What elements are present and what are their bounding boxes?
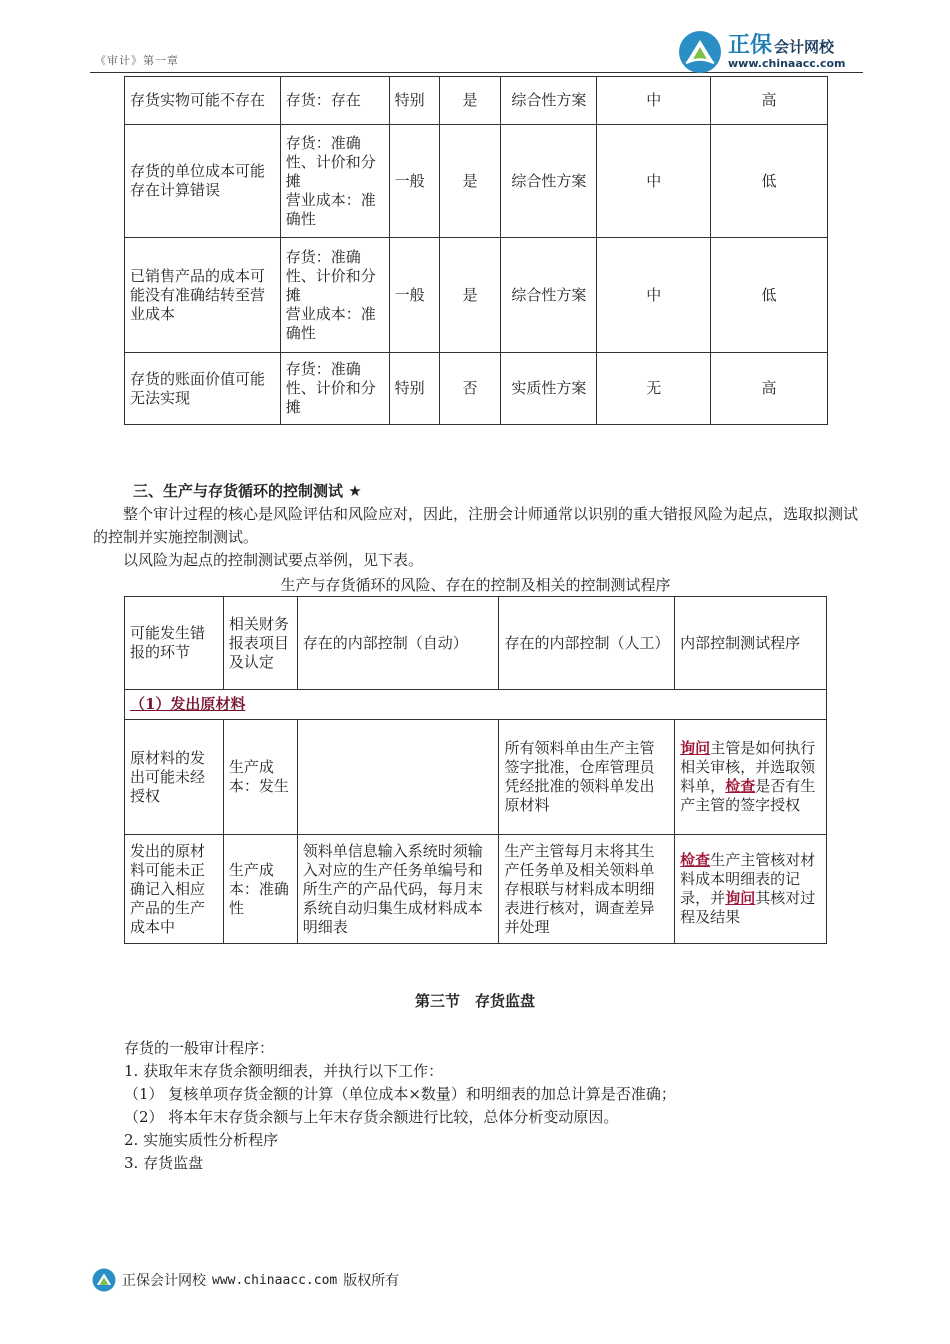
procedure-step-3: 3. 存货监盘: [124, 1154, 204, 1172]
subheading-issue-materials: （1）发出原材料: [130, 695, 246, 713]
risk-assessment-table: [124, 76, 828, 425]
table-cell: 存货的账面价值可能无法实现: [125, 353, 281, 425]
control-test-table: [124, 596, 827, 944]
keyword-inquire: 询问: [725, 889, 756, 907]
table-cell: 高: [711, 353, 828, 425]
header-course-label: 《审计》第一章: [95, 54, 179, 67]
table-cell: 综合性方案: [501, 125, 597, 238]
procedure-step-1: 1. 获取年末存货余额明细表，并执行以下工作：: [124, 1062, 444, 1080]
table-cell: 已销售产品的成本可能没有准确结转至营业成本: [125, 238, 281, 353]
procedure-step-2: 2. 实施实质性分析程序: [124, 1131, 279, 1149]
table-cell: 生产成本：发生: [223, 720, 297, 835]
table-cell: 实质性方案: [501, 353, 597, 425]
procedure-text: 生产主管核对材料成本明细表的记录，并: [680, 851, 816, 907]
table-row: [125, 77, 828, 125]
table-cell: 无: [597, 353, 711, 425]
footer-brand: 正保会计网校: [122, 1273, 206, 1289]
header-cell: 存在的内部控制（自动）: [297, 597, 499, 690]
table-cell: 存货的单位成本可能存在计算错误: [125, 125, 281, 238]
procedure-text: 是否有生产主管的签字授权: [680, 777, 816, 814]
chapter-title: 第三节 存货监盘: [414, 992, 535, 1010]
table-cell: 中: [597, 125, 711, 238]
procedure-text: 其核对过程及结果: [680, 889, 816, 926]
table-cell: 存货：准确性、计价和分摊: [280, 353, 389, 425]
brand-name: 正保: [728, 32, 773, 58]
table-cell-procedure: [675, 720, 827, 835]
table-cell: 低: [711, 125, 828, 238]
table-cell: 存货：准确性、计价和分摊 营业成本：准确性: [280, 125, 389, 238]
table-cell: 一般: [389, 238, 439, 353]
page-footer: [92, 1268, 405, 1292]
table-cell: 领料单信息输入系统时须输入对应的生产任务单编号和所生产的产品代码，每月末系统自动归集生成材料成本明细表: [297, 835, 499, 944]
procedure-step-1b: （2） 将本年末存货余额与上年末存货余额进行比较，总体分析变动原因。: [124, 1108, 619, 1126]
paragraph-table-lead: 以风险为起点的控制测试要点举例，见下表。: [123, 551, 424, 569]
keyword-inquire: 询问: [680, 739, 711, 757]
table-cell: 中: [597, 238, 711, 353]
table-cell: 高: [711, 77, 828, 125]
table-row: [125, 720, 827, 835]
table-cell: 否: [439, 353, 501, 425]
footer-url: www.chinaacc.com: [212, 1272, 338, 1288]
table-cell: 是: [439, 238, 501, 353]
table-cell: 存货：准确性、计价和分摊 营业成本：准确性: [280, 238, 389, 353]
header-cell: 内部控制测试程序: [675, 597, 827, 690]
table-caption: 生产与存货循环的风险、存在的控制及相关的控制测试程序: [280, 576, 671, 594]
table-cell: 存货：存在: [280, 77, 389, 125]
table-cell: 综合性方案: [501, 77, 597, 125]
table-cell: 生产成本：准确性: [223, 835, 297, 944]
section-title-control-test: 三、生产与存货循环的控制测试 ★: [133, 482, 362, 500]
table-cell: 生产主管每月末将其生产任务单及相关领料单存根联与材料成本明细表进行核对，调查差异并处理: [499, 835, 675, 944]
table-cell: 发出的原材料可能未正确记入相应产品的生产成本中: [125, 835, 224, 944]
table-row: [125, 835, 827, 944]
table-cell-procedure: [675, 835, 827, 944]
table-cell: 特别: [389, 77, 439, 125]
keyword-inspect: 检查: [680, 851, 711, 869]
table-row: [125, 125, 828, 238]
table-cell: 一般: [389, 125, 439, 238]
table-cell: 特别: [389, 353, 439, 425]
table-header-row: [125, 597, 827, 690]
table-cell: 原材料的发出可能未经授权: [125, 720, 224, 835]
table-row: [125, 353, 828, 425]
procedure-intro: 存货的一般审计程序：: [124, 1039, 275, 1057]
keyword-inspect: 检查: [725, 777, 756, 795]
table-cell: 中: [597, 77, 711, 125]
table-cell: [297, 720, 499, 835]
brand-logo: [678, 30, 846, 74]
header-cell: 可能发生错报的环节: [125, 597, 224, 690]
footer-rights: 版权所有: [343, 1273, 400, 1289]
paragraph-intro: 整个审计过程的核心是风险评估和风险应对，因此，注册会计师通常以识别的重大错报风险为起点，选取拟测试的控制并实施控制测试。: [93, 505, 859, 546]
brand-sub: 会计网校: [774, 37, 835, 56]
header-cell: 存在的内部控制（人工）: [499, 597, 675, 690]
table-cell: 存货实物可能不存在: [125, 77, 281, 125]
table-cell: 综合性方案: [501, 238, 597, 353]
table-row: [125, 238, 828, 353]
logo-mark-icon: [678, 30, 722, 74]
footer-logo-icon: [92, 1268, 116, 1292]
brand-url: www.chinaacc.com: [728, 57, 846, 71]
table-subheading-row: [125, 690, 827, 720]
table-cell: 是: [439, 77, 501, 125]
table-cell: 低: [711, 238, 828, 353]
procedure-step-1a: （1） 复核单项存货金额的计算（单位成本×数量）和明细表的加总计算是否准确；: [124, 1085, 676, 1103]
table-cell: 所有领料单由生产主管签字批准，仓库管理员凭经批准的领料单发出原材料: [499, 720, 675, 835]
table-cell: 是: [439, 125, 501, 238]
header-cell: 相关财务报表项目及认定: [223, 597, 297, 690]
procedure-text: 主管是如何执行相关审核，并选取领料单，: [680, 739, 816, 795]
